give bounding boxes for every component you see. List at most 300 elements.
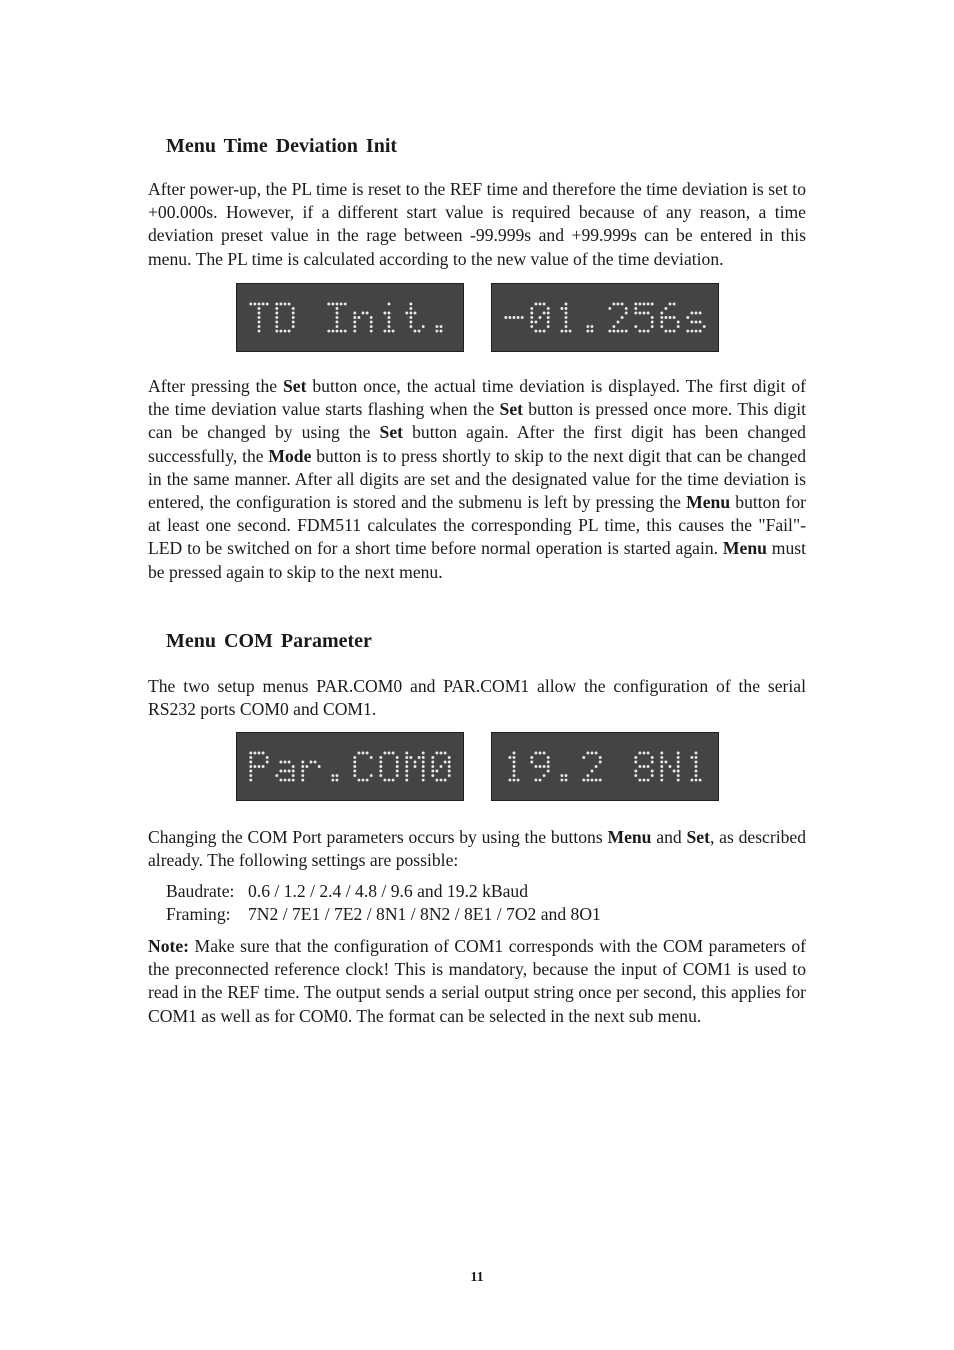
- lcd-dot: [651, 756, 654, 759]
- lcd-dot: [660, 316, 663, 319]
- lcd-dot: [634, 770, 637, 773]
- lcd-dot: [331, 303, 334, 306]
- lcd-dot: [418, 756, 421, 759]
- lcd-dot: [625, 307, 628, 310]
- lcd-dot: [422, 765, 425, 768]
- lcd-dot: [660, 761, 663, 764]
- lcd-dot: [565, 307, 568, 310]
- lcd-dot: [664, 330, 667, 333]
- lcd-dot: [660, 774, 663, 777]
- lcd-dot: [344, 330, 347, 333]
- lcd-dot: [292, 312, 295, 315]
- lcd-dot: [660, 321, 663, 324]
- lcd-dot: [695, 779, 698, 782]
- lcd-dot: [275, 774, 278, 777]
- lcd-dot: [370, 316, 373, 319]
- lcd-dot: [539, 330, 542, 333]
- lcd-dot: [440, 325, 443, 328]
- lcd-dot: [530, 325, 533, 328]
- lcd-dot: [414, 312, 417, 315]
- lcd-dot: [405, 774, 408, 777]
- lcd-dot: [547, 325, 550, 328]
- lcd-dot: [543, 303, 546, 306]
- lcd-dot: [530, 316, 533, 319]
- lcd-dot: [612, 303, 615, 306]
- lcd-dot: [253, 752, 256, 755]
- lcd-dot: [547, 756, 550, 759]
- lcd-dot: [565, 779, 568, 782]
- lcd-dot: [418, 330, 421, 333]
- bold-term: Set: [282, 376, 307, 396]
- lcd-dot: [258, 316, 261, 319]
- lcd-dot: [530, 312, 533, 315]
- lcd-character: [660, 752, 679, 782]
- lcd-dot: [695, 770, 698, 773]
- lcd-dot: [621, 330, 624, 333]
- lcd-dot: [634, 756, 637, 759]
- lcd-dot: [513, 756, 516, 759]
- lcd-dot: [301, 774, 304, 777]
- lcd-dot: [677, 774, 680, 777]
- lcd-dot: [690, 321, 693, 324]
- lcd-dot: [310, 761, 313, 764]
- lcd-dot: [366, 752, 369, 755]
- lcd-dot: [292, 321, 295, 324]
- lcd-dot: [638, 752, 641, 755]
- lcd-dot: [383, 330, 386, 333]
- lcd-dot: [621, 316, 624, 319]
- lcd-character: [504, 316, 523, 319]
- lcd-dot: [336, 325, 339, 328]
- settings-row-baudrate: [166, 880, 529, 903]
- lcd-dot: [353, 316, 356, 319]
- lcd-dot-matrix: [492, 284, 718, 351]
- lcd-dot: [331, 330, 334, 333]
- lcd-dot: [292, 325, 295, 328]
- lcd-dot: [379, 765, 382, 768]
- lcd-dot: [643, 779, 646, 782]
- lcd-dot: [677, 756, 680, 759]
- lcd-character: [560, 303, 571, 333]
- lcd-dot: [677, 752, 680, 755]
- lcd-dot: [379, 770, 382, 773]
- lcd-dot: [279, 330, 282, 333]
- lcd-dot: [327, 303, 330, 306]
- bold-term: Set: [379, 422, 403, 443]
- lcd-dot: [392, 752, 395, 755]
- lcd-dot: [422, 761, 425, 764]
- lcd-character: [275, 761, 294, 782]
- lcd-dot: [405, 312, 408, 315]
- bold-term: Menu: [686, 492, 731, 513]
- lcd-dot: [669, 303, 672, 306]
- lcd-dot: [660, 325, 663, 328]
- lcd-dot: [422, 325, 425, 328]
- lcd-character: [405, 752, 424, 782]
- lcd-dot: [547, 770, 550, 773]
- lcd-dot: [664, 761, 667, 764]
- lcd-dot: [638, 779, 641, 782]
- lcd-dot: [370, 774, 373, 777]
- lcd-dot: [690, 779, 693, 782]
- lcd-dot: [539, 316, 542, 319]
- lcd-dot: [634, 761, 637, 764]
- lcd-dot: [292, 774, 295, 777]
- lcd-dot: [591, 770, 594, 773]
- lcd-dot: [699, 312, 702, 315]
- lcd-dot: [543, 312, 546, 315]
- lcd-dot: [370, 321, 373, 324]
- lcd-dot: [643, 303, 646, 306]
- lcd-dot: [262, 752, 265, 755]
- lcd-dot: [288, 770, 291, 773]
- lcd-dot: [643, 312, 646, 315]
- lcd-dot: [353, 312, 356, 315]
- lcd-character: [379, 752, 398, 782]
- lcd-display-com-label: [236, 732, 464, 801]
- lcd-dot: [336, 307, 339, 310]
- lcd-dot: [582, 779, 585, 782]
- lcd-dot: [284, 770, 287, 773]
- lcd-character: [383, 303, 394, 333]
- lcd-dot: [388, 321, 391, 324]
- lcd-dot: [431, 756, 434, 759]
- lcd-dot: [582, 756, 585, 759]
- lcd-dot: [431, 770, 434, 773]
- lcd-dot: [699, 779, 702, 782]
- lcd-dot: [686, 316, 689, 319]
- lcd-dot: [534, 330, 537, 333]
- lcd-dot: [599, 779, 602, 782]
- lcd-dot: [362, 312, 365, 315]
- lcd-dot: [547, 321, 550, 324]
- lcd-dot: [513, 316, 516, 319]
- lcd-character: [327, 303, 346, 333]
- lcd-dot: [591, 330, 594, 333]
- lcd-dot: [565, 321, 568, 324]
- lcd-dot: [340, 330, 343, 333]
- lcd-dot: [673, 330, 676, 333]
- lcd-dot: [634, 303, 637, 306]
- lcd-dot: [660, 779, 663, 782]
- lcd-dot: [262, 303, 265, 306]
- lcd-dot: [638, 303, 641, 306]
- lcd-dot: [353, 330, 356, 333]
- lcd-dot: [651, 316, 654, 319]
- lcd-dot: [586, 752, 589, 755]
- lcd-dot: [643, 752, 646, 755]
- lcd-dot: [353, 761, 356, 764]
- lcd-dot: [448, 761, 451, 764]
- lcd-dot: [279, 770, 282, 773]
- lcd-dot: [392, 779, 395, 782]
- lcd-dot: [396, 761, 399, 764]
- lcd-dot: [379, 761, 382, 764]
- lcd-dot: [249, 752, 252, 755]
- lcd-dot: [405, 770, 408, 773]
- lcd-dot: [534, 779, 537, 782]
- lcd-dot: [357, 316, 360, 319]
- lcd-dot: [288, 779, 291, 782]
- lcd-dot: [331, 774, 334, 777]
- lcd-dot: [336, 779, 339, 782]
- section-heading-com-parameter: Menu COM Parameter: [166, 630, 372, 652]
- lcd-dot: [431, 774, 434, 777]
- lcd-dot: [677, 765, 680, 768]
- lcd-dot: [396, 765, 399, 768]
- lcd-dot: [388, 325, 391, 328]
- lcd-character: [660, 303, 679, 333]
- lcd-dot: [336, 303, 339, 306]
- lcd-dot: [586, 779, 589, 782]
- lcd-dot: [292, 316, 295, 319]
- lcd-dot: [292, 770, 295, 773]
- lcd-dot: [327, 330, 330, 333]
- lcd-dot: [318, 765, 321, 768]
- lcd-dot: [275, 330, 278, 333]
- lcd-dot: [595, 765, 598, 768]
- lcd-dot: [396, 774, 399, 777]
- lcd-dot: [651, 774, 654, 777]
- lcd-dot: [539, 303, 542, 306]
- com-parameter-intro: The two setup menus PAR.COM0 and PAR.COM1 allow the configuration of the serial RS232 ports COM0 and COM1.: [148, 676, 806, 720]
- lcd-dot: [647, 303, 650, 306]
- lcd-dot: [388, 316, 391, 319]
- lcd-dot: [409, 312, 412, 315]
- lcd-dot: [560, 330, 563, 333]
- lcd-dot: [253, 765, 256, 768]
- lcd-character: [331, 774, 338, 781]
- lcd-dot: [279, 303, 282, 306]
- lcd-dot: [314, 761, 317, 764]
- lcd-character: [353, 752, 372, 782]
- lcd-dot: [396, 756, 399, 759]
- lcd-dot: [513, 765, 516, 768]
- lcd-dot: [388, 312, 391, 315]
- lcd-dot: [258, 752, 261, 755]
- lcd-dot: [638, 330, 641, 333]
- lcd-dot: [695, 774, 698, 777]
- lcd-dot: [258, 307, 261, 310]
- lcd-dot: [617, 303, 620, 306]
- time-deviation-intro: After power-up, the PL time is reset to the REF time and therefore the time deviation is set to +00.000s. However, if a different start value is required because of any reason, a time deviation preset value in the rage between -99.999s and +99.999s can be entered in this menu. The PL time is calculated according to the new value of the time deviation.: [148, 179, 806, 269]
- lcd-dot: [336, 774, 339, 777]
- lcd-dot: [612, 325, 615, 328]
- lcd-dot: [543, 765, 546, 768]
- lcd-character: [686, 312, 705, 333]
- lcd-dot: [690, 330, 693, 333]
- settings-row-framing: [166, 903, 601, 926]
- lcd-dot: [388, 303, 391, 306]
- lcd-dot: [695, 752, 698, 755]
- lcd-dot: [249, 774, 252, 777]
- lcd-dot: [569, 330, 572, 333]
- lcd-dot: [370, 330, 373, 333]
- lcd-dot: [595, 779, 598, 782]
- bold-term: Set: [499, 399, 523, 420]
- lcd-dot: [370, 325, 373, 328]
- lcd-dot: [249, 779, 252, 782]
- lcd-dot: [266, 303, 269, 306]
- lcd-dot: [353, 774, 356, 777]
- lcd-dot: [353, 325, 356, 328]
- lcd-dot: [643, 330, 646, 333]
- lcd-dot: [284, 303, 287, 306]
- lcd-dot: [673, 770, 676, 773]
- lcd-dot: [599, 761, 602, 764]
- lcd-dot: [677, 321, 680, 324]
- lcd-dot: [284, 330, 287, 333]
- lcd-character: [530, 752, 549, 782]
- lcd-dot: [565, 330, 568, 333]
- lcd-character: [275, 303, 294, 333]
- lcd-dot: [448, 765, 451, 768]
- lcd-dot: [448, 774, 451, 777]
- lcd-dot: [664, 307, 667, 310]
- lcd-dot: [301, 765, 304, 768]
- lcd-dot: [673, 316, 676, 319]
- lcd-dot: [621, 303, 624, 306]
- lcd-dot: [392, 330, 395, 333]
- lcd-dot: [249, 756, 252, 759]
- lcd-dot: [292, 765, 295, 768]
- lcd-dot: [612, 330, 615, 333]
- lcd-dot: [647, 752, 650, 755]
- lcd-dot: [530, 761, 533, 764]
- lcd-dot: [444, 761, 447, 764]
- lcd-dot: [292, 779, 295, 782]
- lcd-dot: [353, 765, 356, 768]
- lcd-dot: [530, 321, 533, 324]
- lcd-dot: [409, 321, 412, 324]
- lcd-dot: [513, 774, 516, 777]
- lcd-dot: [625, 312, 628, 315]
- lcd-dot: [366, 779, 369, 782]
- lcd-dot: [405, 761, 408, 764]
- lcd-character: [582, 752, 601, 782]
- lcd-dot: [539, 765, 542, 768]
- lcd-dot: [435, 770, 438, 773]
- settings-value: 7N2 / 7E1 / 7E2 / 8N1 / 8N2 / 8E1 / 7O2 and 8O1: [248, 904, 601, 925]
- lcd-dot-matrix: [492, 733, 718, 800]
- lcd-dot: [547, 316, 550, 319]
- lcd-dot: [388, 779, 391, 782]
- lcd-character: [530, 303, 549, 333]
- lcd-dot: [547, 312, 550, 315]
- lcd-dot: [292, 307, 295, 310]
- lcd-dot: [357, 779, 360, 782]
- lcd-dot: [336, 321, 339, 324]
- lcd-dot: [275, 325, 278, 328]
- lcd-dot: [565, 325, 568, 328]
- lcd-dot: [565, 316, 568, 319]
- lcd-dot: [651, 325, 654, 328]
- lcd-dot: [617, 330, 620, 333]
- lcd-dot: [695, 312, 698, 315]
- lcd-dot: [258, 321, 261, 324]
- lcd-dot: [444, 779, 447, 782]
- lcd-dot: [530, 756, 533, 759]
- lcd-dot: [405, 752, 408, 755]
- lcd-dot: [513, 752, 516, 755]
- lcd-dot: [336, 316, 339, 319]
- lcd-dot: [699, 330, 702, 333]
- lcd-dot: [379, 756, 382, 759]
- lcd-dot: [370, 756, 373, 759]
- lcd-dot: [431, 761, 434, 764]
- lcd-dot: [405, 779, 408, 782]
- lcd-dot: [405, 765, 408, 768]
- lcd-dot: [547, 307, 550, 310]
- lcd-dot: [249, 761, 252, 764]
- lcd-character: [586, 325, 593, 332]
- lcd-dot: [414, 765, 417, 768]
- lcd-display-td-value: [491, 283, 719, 352]
- lcd-dot: [521, 316, 524, 319]
- lcd-dot: [677, 761, 680, 764]
- lcd-dot: [388, 752, 391, 755]
- lcd-dot: [647, 312, 650, 315]
- lcd-character: [405, 303, 424, 333]
- lcd-dot: [534, 321, 537, 324]
- lcd-dot: [435, 325, 438, 328]
- lcd-dot: [660, 756, 663, 759]
- lcd-dot: [634, 325, 637, 328]
- lcd-dot: [440, 779, 443, 782]
- lcd-dot: [565, 774, 568, 777]
- lcd-dot: [539, 779, 542, 782]
- lcd-dot: [534, 752, 537, 755]
- lcd-dot: [508, 756, 511, 759]
- lcd-dot: [409, 316, 412, 319]
- lcd-dot: [634, 307, 637, 310]
- lcd-dot-matrix: [237, 733, 463, 800]
- bold-term: Menu: [607, 827, 652, 847]
- lcd-dot: [690, 312, 693, 315]
- lcd-dot: [651, 321, 654, 324]
- lcd-dot: [249, 765, 252, 768]
- lcd-dot: [362, 779, 365, 782]
- bold-term: Mode: [268, 445, 312, 466]
- lcd-dot: [638, 312, 641, 315]
- lcd-character: [431, 752, 450, 782]
- lcd-dot: [331, 779, 334, 782]
- settings-label: Baudrate:: [166, 881, 235, 901]
- lcd-dot: [591, 779, 594, 782]
- lcd-character: [560, 774, 567, 781]
- lcd-dot: [530, 307, 533, 310]
- lcd-dot: [647, 779, 650, 782]
- lcd-dot: [405, 756, 408, 759]
- lcd-dot: [686, 330, 689, 333]
- lcd-dot: [336, 312, 339, 315]
- lcd-character: [608, 303, 627, 333]
- lcd-dot: [565, 312, 568, 315]
- lcd-dot: [275, 307, 278, 310]
- lcd-dot: [353, 756, 356, 759]
- time-deviation-instructions: After pressing the Set button once, the actual time deviation is displayed. The first digit of the time deviation value starts flashing when the Set button is pressed once more. This digit can be changed by using the Set button again. After the first digit has been changed successfully, the Mode button is to press shortly to skip to the next digit that can be changed in the same manner. After all digits are set and the designated value for the time deviation is entered, the configuration is stored and the submenu is left by pressing the Menu button for at least one second. FDM511 calculates the corresponding PL time, this causes the "Fail"-LED to be switched on for a short time before normal operation is started again. Menu must be pressed again to skip to the next menu.: [148, 376, 807, 582]
- lcd-dot: [651, 761, 654, 764]
- lcd-dot-matrix: [237, 284, 463, 351]
- lcd-dot: [422, 752, 425, 755]
- lcd-dot: [344, 303, 347, 306]
- lcd-dot: [608, 307, 611, 310]
- lcd-dot: [279, 779, 282, 782]
- settings-list: [166, 880, 601, 926]
- lcd-dot: [695, 761, 698, 764]
- page-number: 11: [470, 1270, 484, 1285]
- bold-term: Note:: [148, 936, 190, 956]
